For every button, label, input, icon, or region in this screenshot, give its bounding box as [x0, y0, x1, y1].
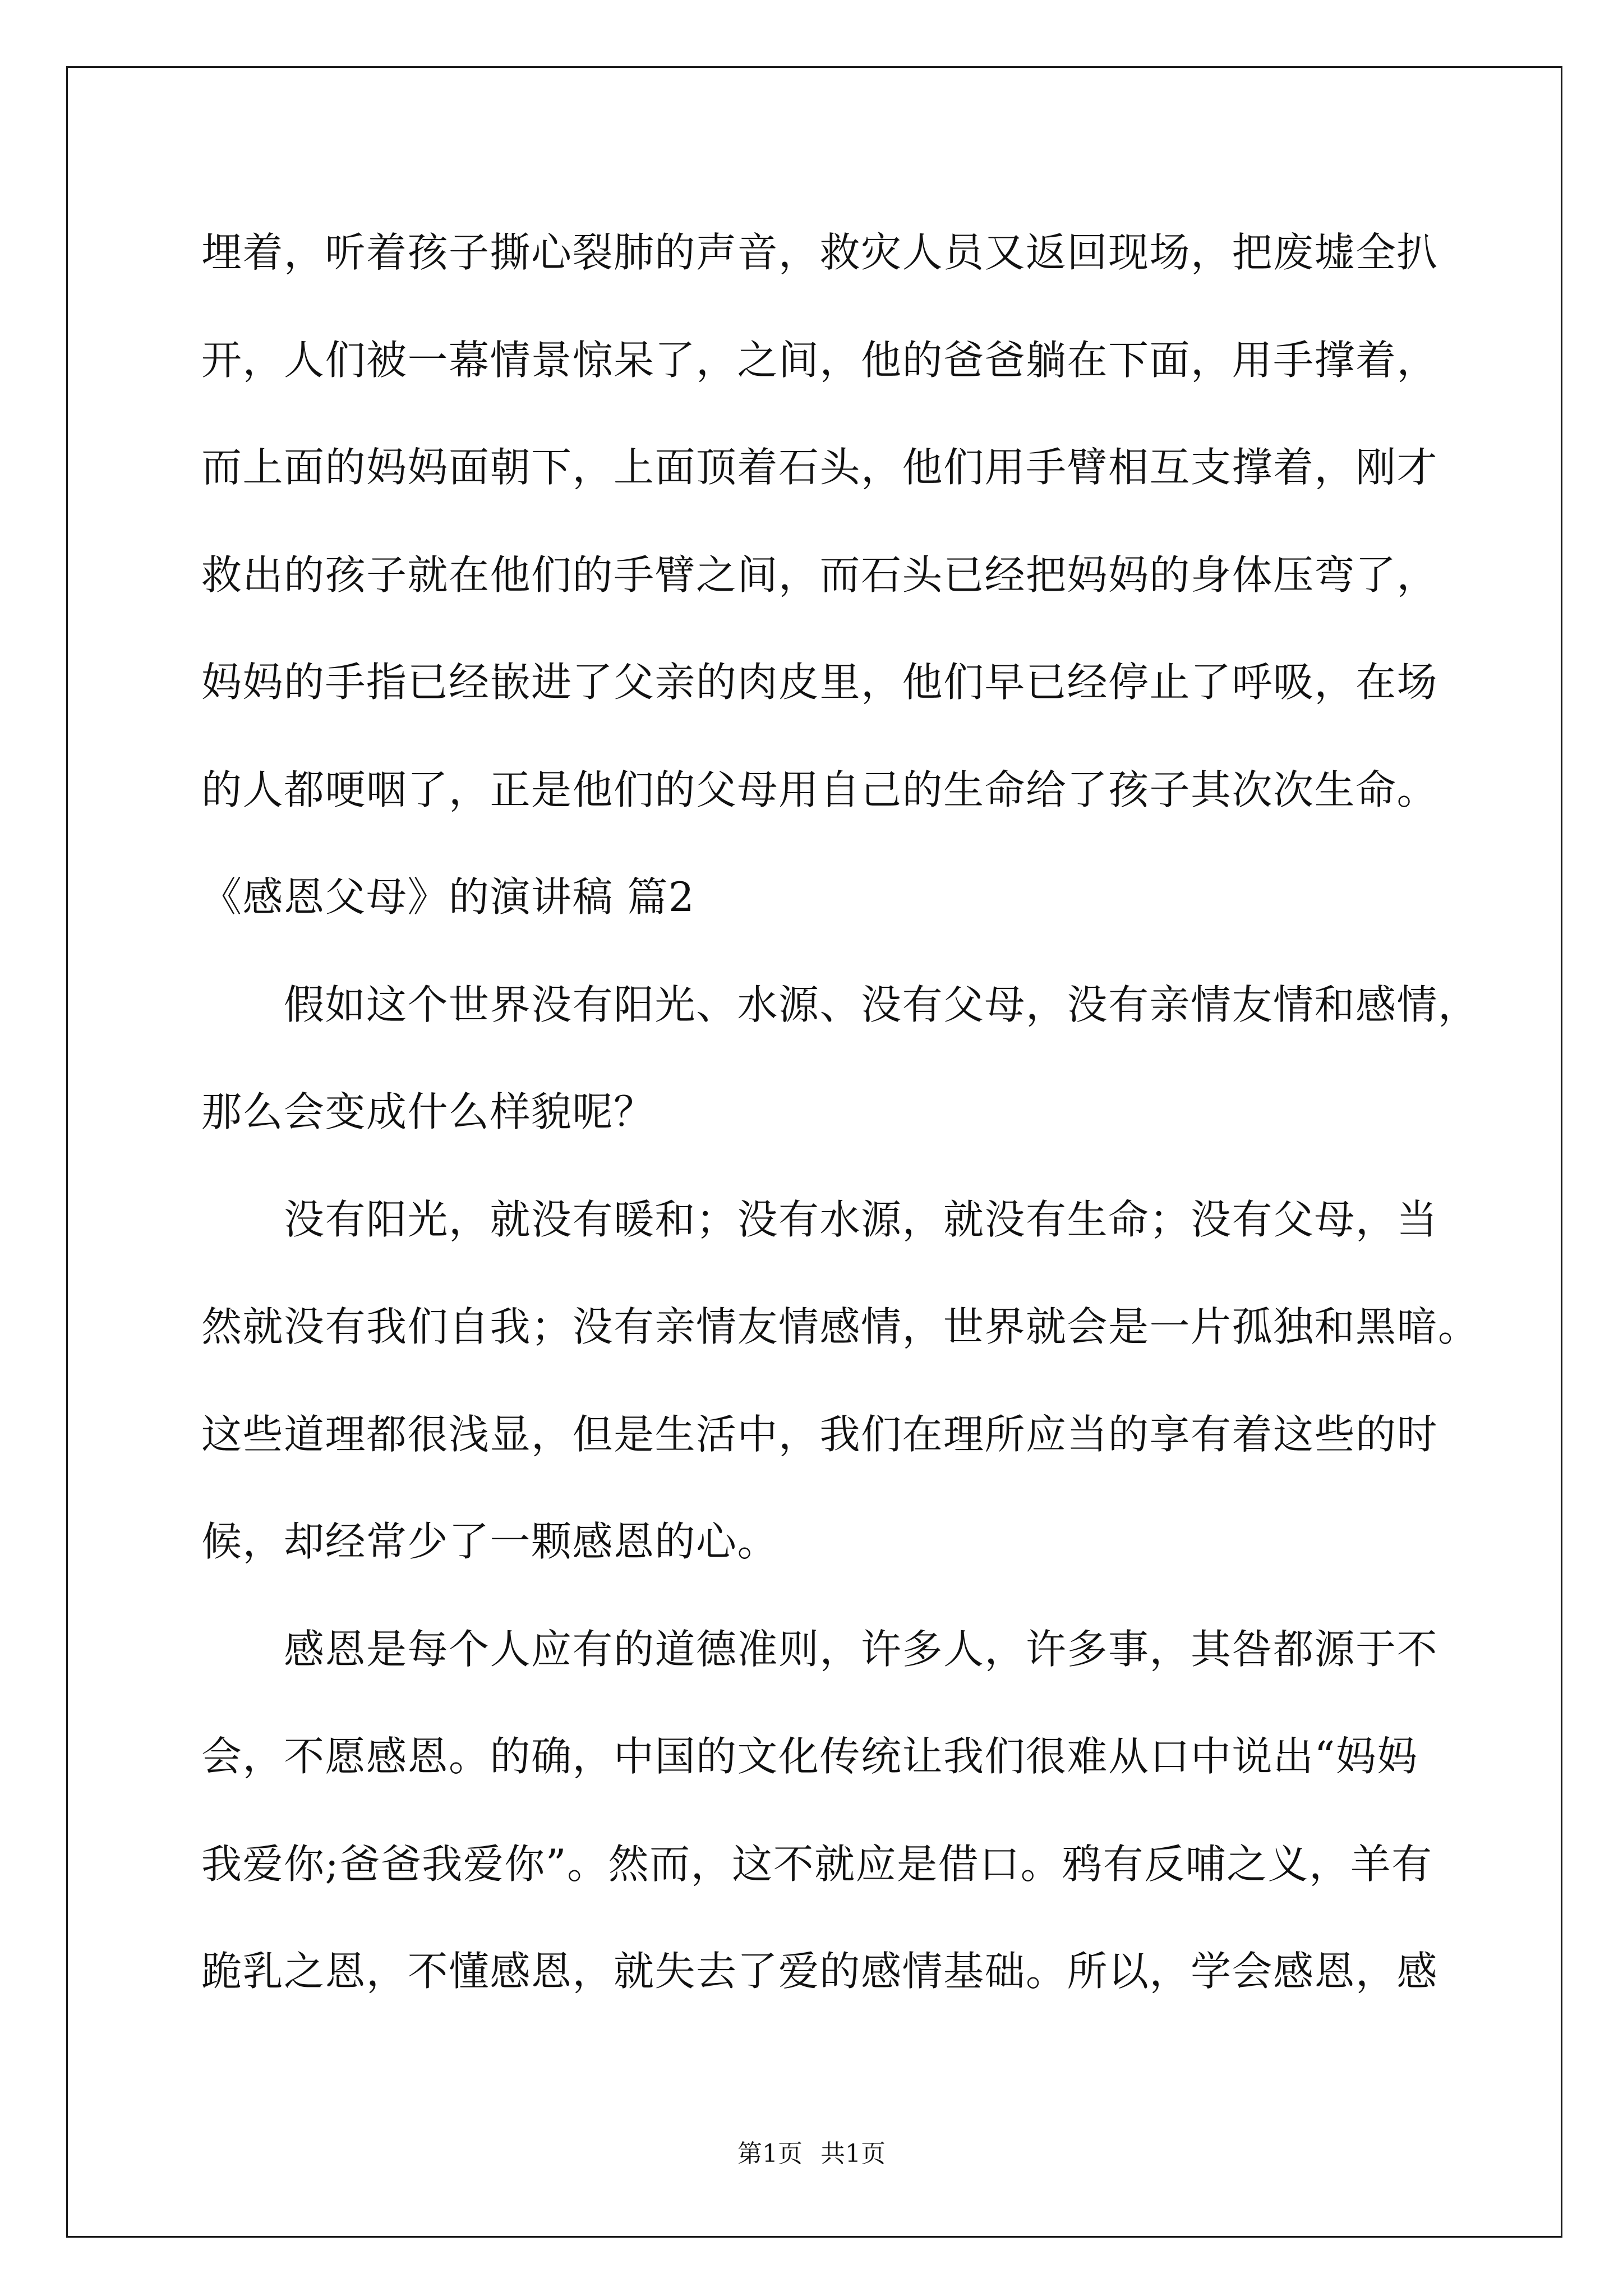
text-line: 会，不愿感恩。的确，中国的文化传统让我们很难从口中说出“妈妈	[201, 1733, 1418, 1780]
text-line: 那么会变成什么样貌呢？	[201, 1088, 655, 1135]
text-line: 妈妈的手指已经嵌进了父亲的肉皮里，他们早已经停止了呼吸，在场	[201, 659, 1438, 706]
paragraph-2	[201, 1166, 1547, 1596]
text-line: 我爱你;爸爸我爱你”。然而，这不就应是借口。鸦有反哺之义，羊有	[201, 1840, 1433, 1888]
text-line: 开，人们被一幕情景惊呆了，之间，他的爸爸躺在下面，用手撑着，	[201, 336, 1438, 384]
paragraph-3	[201, 1596, 1547, 2026]
continued-paragraph	[201, 199, 1547, 844]
text-line: 的人都哽咽了，正是他们的父母用自己的生命给了孩子其次次生命。	[201, 766, 1438, 813]
text-line: 跪乳之恩，不懂感恩，就失去了爱的感情基础。所以，学会感恩，感	[201, 1948, 1438, 1995]
page-footer: 第1页 共1页	[737, 2139, 886, 2168]
paragraph-1	[201, 951, 1547, 1166]
text-line: 埋着，听着孩子撕心裂肺的声音，救灾人员又返回现场，把废墟全扒	[201, 229, 1438, 276]
text-line: 候，却经常少了一颗感恩的心。	[201, 1518, 779, 1565]
text-line: 这些道理都很浅显，但是生活中，我们在理所应当的享有着这些的时	[201, 1410, 1438, 1458]
document-body	[201, 199, 1547, 2026]
section-heading: 《感恩父母》的演讲稿 篇2	[201, 873, 695, 921]
text-line: 然就没有我们自我；没有亲情友情感情，世界就会是一片孤独和黑暗。	[201, 1303, 1479, 1350]
text-line: 而上面的妈妈面朝下，上面顶着石头，他们用手臂相互支撑着，刚才	[201, 444, 1438, 491]
text-line: 感恩是每个人应有的道德准则，许多人，许多事，其咎都源于不	[284, 1625, 1438, 1673]
text-line: 救出的孩子就在他们的手臂之间，而石头已经把妈妈的身体压弯了，	[201, 551, 1438, 599]
text-line: 假如这个世界没有阳光、水源、没有父母，没有亲情友情和感情，	[284, 981, 1479, 1028]
text-line: 没有阳光，就没有暖和；没有水源，就没有生命；没有父母，当	[284, 1195, 1438, 1243]
